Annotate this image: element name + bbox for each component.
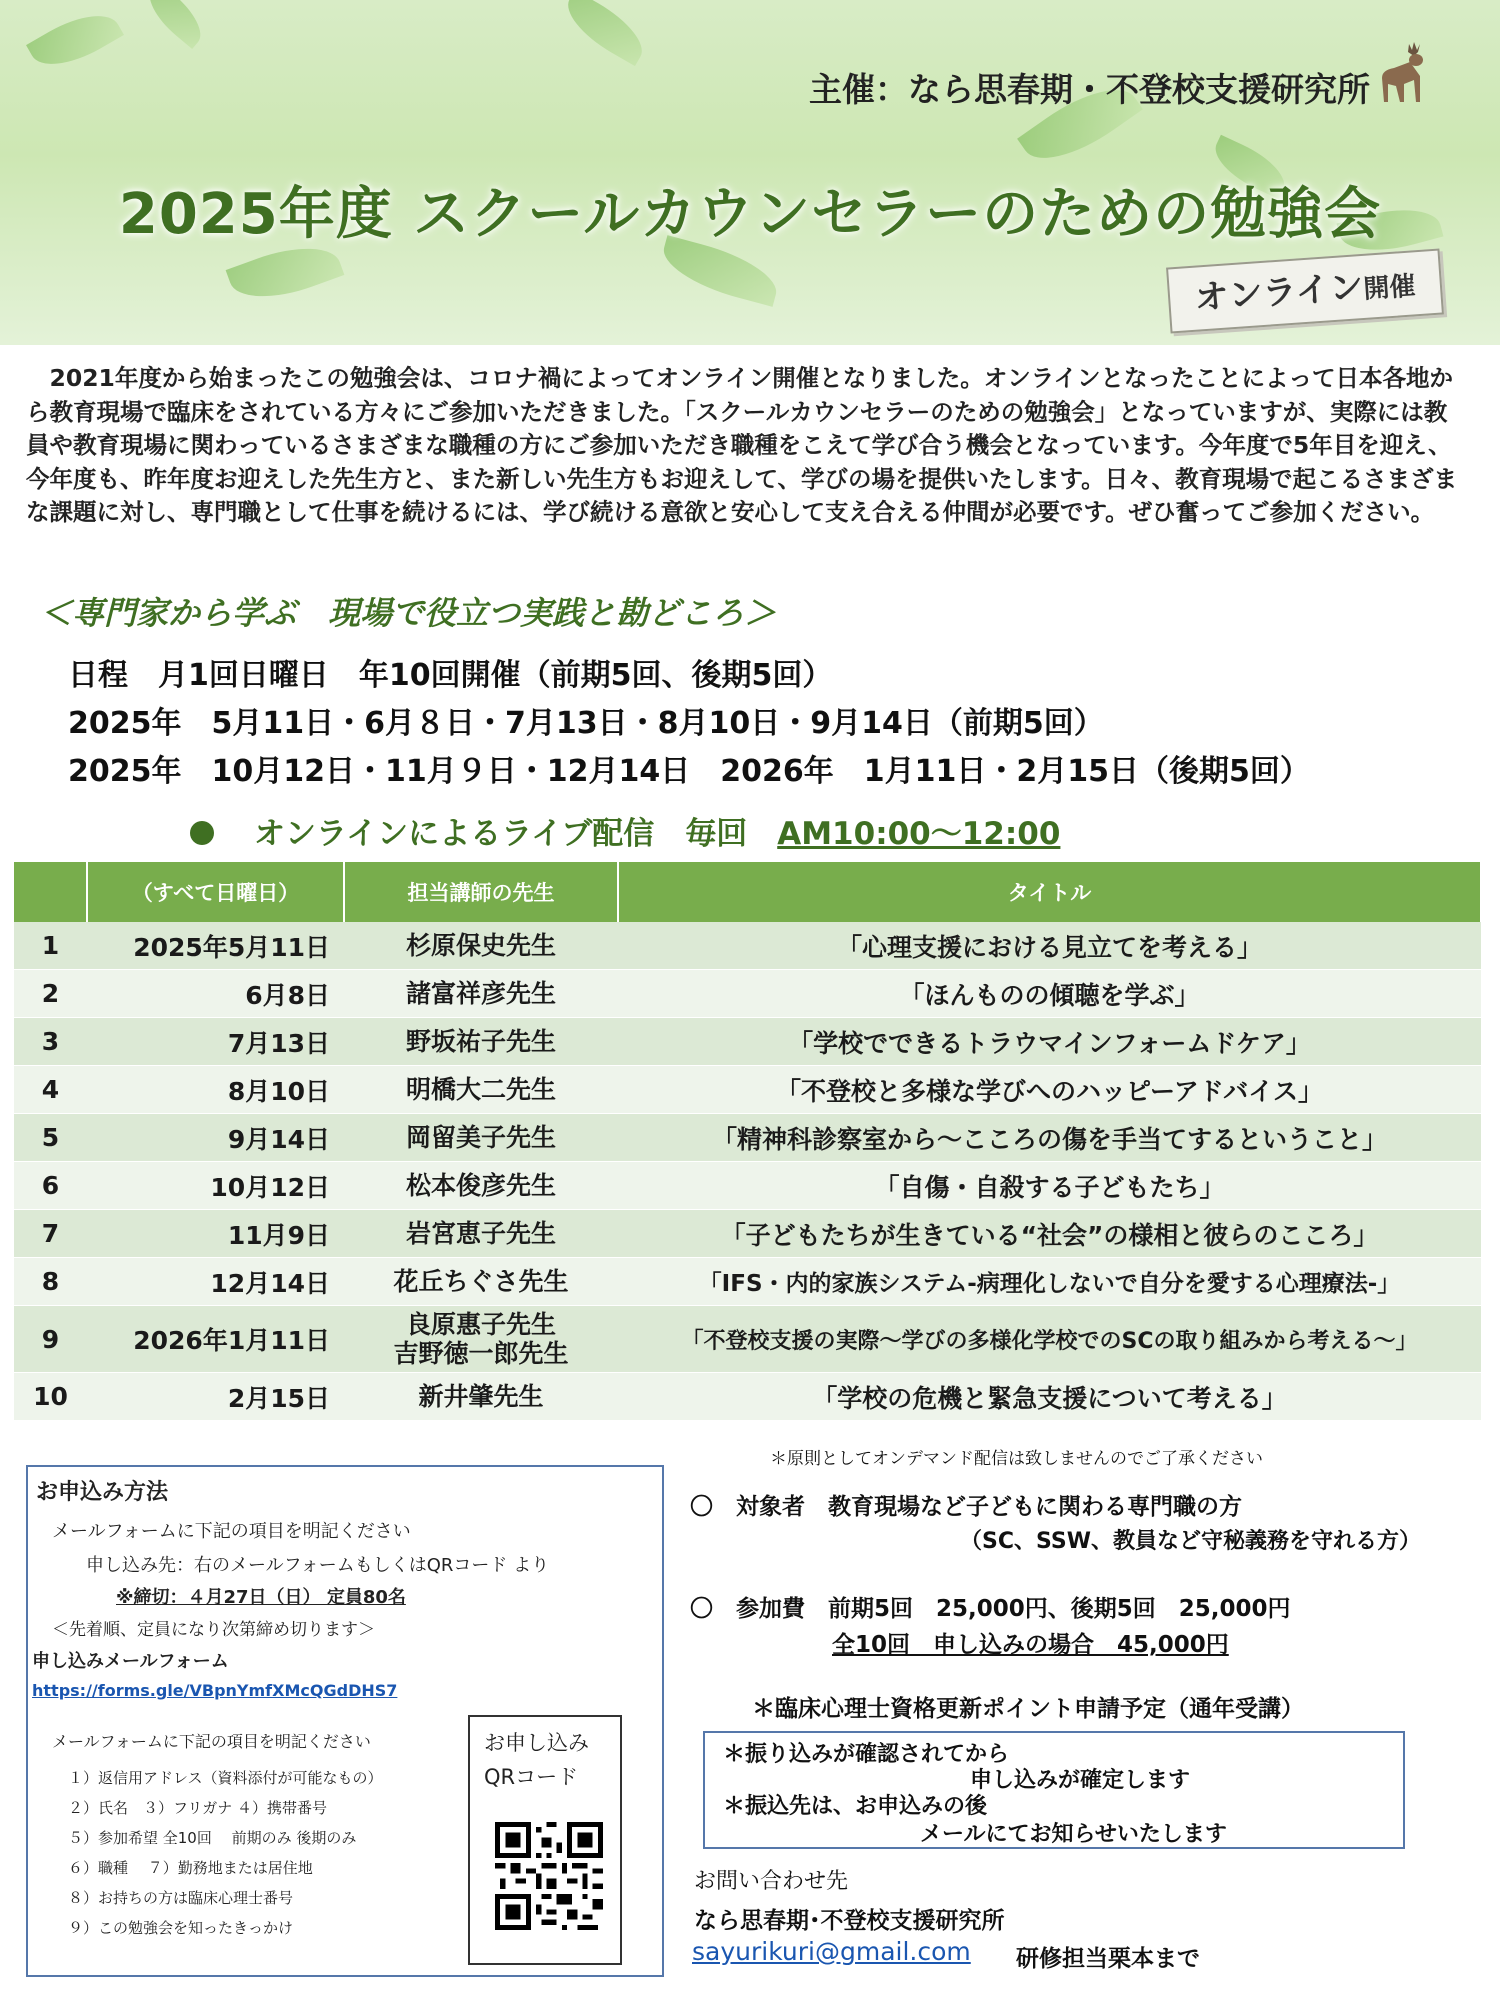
row-teacher (344, 1306, 618, 1373)
row-date: 2026年1月11日 (87, 1306, 344, 1373)
row-date: 9月14日 (87, 1114, 344, 1162)
notice-line-1: ＊振り込みが確認されてから (723, 1742, 1010, 1767)
row-number: 3 (14, 1018, 87, 1066)
row-title: 「学校の危機と緊急支援について考える」 (618, 1373, 1481, 1421)
row-teacher: 野坂祐子先生 (344, 1018, 618, 1066)
row-date: 12月14日 (87, 1258, 344, 1306)
row-teacher: 杉原保史先生 (344, 922, 618, 970)
row-number: 2 (14, 970, 87, 1018)
row-number: 4 (14, 1066, 87, 1114)
list-item: １）返信用アドレス（資料添付が可能なもの） (68, 1769, 383, 1787)
row-teacher-2: 吉野徳一郎先生 (393, 1339, 569, 1368)
row-number: 10 (14, 1373, 87, 1421)
header-banner (0, 0, 1500, 345)
row-date: 2月15日 (87, 1373, 344, 1421)
row-number: 9 (14, 1306, 87, 1373)
online-tag-main: オンライン (1193, 266, 1365, 319)
contact-person: 研修担当栗本まで (1016, 1946, 1200, 1972)
schedule-line-2: 2025年 5月11日・6月８日・7月13日・8月10日・9月14日（前期5回） (68, 706, 1104, 741)
row-teacher-1: 良原惠子先生 (405, 1310, 556, 1339)
schedule-line-3: 2025年 10月12日・11月９日・12月14日 2026年 1月11日・2月15日（後期5回） (68, 754, 1310, 789)
table-row (14, 1018, 1481, 1066)
apply-line-2: 申し込み先：右のメールフォームもしくはQRコード より (86, 1555, 550, 1576)
row-title: 「不登校支援の実際～学びの多様化学校でのSCの取り組みから考える～」 (618, 1306, 1481, 1373)
row-number: 8 (14, 1258, 87, 1306)
row-title: 「不登校と多様な学びへのハッピーアドバイス」 (618, 1066, 1481, 1114)
row-date: 6月8日 (87, 970, 344, 1018)
row-date: 10月12日 (87, 1162, 344, 1210)
leaf-decoration (26, 0, 124, 80)
ondemand-note: ＊原則としてオンデマンド配信は致しませんのでご了承ください (770, 1449, 1263, 1469)
notice-box (703, 1731, 1405, 1849)
schedule-table (14, 862, 1482, 1421)
contact-email-link[interactable]: sayurikuri@gmail.com (692, 1937, 971, 1966)
table-header-teacher: 担当講師の先生 (344, 862, 618, 922)
row-teacher: 諸富祥彦先生 (344, 970, 618, 1018)
apply-heading: お申込み方法 (36, 1480, 169, 1505)
target-label: 〇 対象者 教育現場など子どもに関わる専門職の方 (690, 1494, 1242, 1520)
row-title: 「学校でできるトラウマインフォームドケア」 (618, 1018, 1481, 1066)
row-number: 6 (14, 1162, 87, 1210)
list-item: ８）お持ちの方は臨床心理士番号 (68, 1889, 294, 1907)
table-header-title: タイトル (618, 862, 1481, 922)
row-teacher: 岩宮恵子先生 (344, 1210, 618, 1258)
organizer-label: 主催：なら思春期・不登校支援研究所 (809, 70, 1370, 109)
qr-code-icon[interactable] (495, 1822, 603, 1930)
table-row (14, 1210, 1481, 1258)
row-date: 11月9日 (87, 1210, 344, 1258)
point-note: ＊臨床心理士資格更新ポイント申請予定（通年受講） (752, 1696, 1304, 1722)
apply-first-come: ＜先着順、定員になり次第締め切ります＞ (52, 1620, 375, 1640)
table-row (14, 1066, 1481, 1114)
list-item: ５）参加希望 全10回 前期のみ 後期のみ (68, 1829, 357, 1847)
form-label: 申し込みメールフォーム (32, 1651, 229, 1672)
apply-line-1: メールフォームに下記の項目を明記ください (52, 1521, 411, 1542)
live-label: オンラインによるライブ配信 毎回 (254, 816, 748, 852)
row-title: 「子どもたちが生きている“社会”の様相と彼らのこころ」 (618, 1210, 1481, 1258)
list-item: ２）氏名 ３）フリガナ ４）携帯番号 (68, 1799, 328, 1817)
row-number: 5 (14, 1114, 87, 1162)
row-title: 「自傷・自殺する子どもたち」 (618, 1162, 1481, 1210)
target-detail: （SC、SSW、教員など守秘義務を守れる方） (960, 1529, 1421, 1554)
qr-code-box (468, 1715, 622, 1965)
row-teacher: 松本俊彦先生 (344, 1162, 618, 1210)
subtitle: ＜専門家から学ぶ 現場で役立つ実践と勘どころ＞ (40, 594, 777, 632)
qr-label-1: お申し込み (484, 1731, 589, 1755)
leaf-decoration (139, 0, 212, 49)
fee-all: 全10回 申し込みの場合 45,000円 (832, 1632, 1229, 1658)
leaf-decoration (557, 0, 653, 66)
row-teacher: 新井肇先生 (344, 1373, 618, 1421)
schedule-line-1: 日程 月1回日曜日 年10回開催（前期5回、後期5回） (68, 658, 833, 693)
row-date: 8月10日 (87, 1066, 344, 1114)
contact-label: お問い合わせ先 (694, 1869, 849, 1894)
list-item: ６）職種 ７）勤務地または居住地 (68, 1859, 313, 1877)
intro-text: 2021年度から始まったこの勉強会は、コロナ禍によってオンライン開催となりました。オンラインとなったことによって日本各地から教育現場で臨床をされている方々にご参加いただきました。「スクールカウンセラーのための勉強会」となっていますが、実際には教員や教育現場に関わっているさまざまな職種の方にご参加いただき職種をこえて学び合う機会となっています。今年度で5年目を迎え、今年度も、昨年度お迎えした先生方と、また新しい先生方もお迎えして、学びの場を提供いたします。日々、教育現場で起こるさまざまな課題に対し、専門職として仕事を続けるには、学び続ける意欲と安心して支え合える仲間が必要です。ぜひ奮ってご参加ください。 (26, 364, 1458, 526)
list-item: ９）この勉強会を知ったきっかけ (68, 1919, 294, 1937)
row-teacher: 花丘ちぐさ先生 (344, 1258, 618, 1306)
online-tag (1166, 249, 1444, 334)
page-title: 2025年度 スクールカウンセラーのための勉強会 (118, 182, 1382, 247)
online-tag-suffix: 開催 (1362, 271, 1417, 305)
live-time: AM10:00～12:00 (777, 816, 1061, 852)
contact-org: なら思春期･不登校支援研究所 (694, 1908, 1005, 1934)
notice-line-3: ＊振込先は、お申込みの後 (723, 1794, 988, 1819)
row-teacher: 岡留美子先生 (344, 1114, 618, 1162)
intro-paragraph (26, 362, 1466, 530)
qr-label-2: QRコード (484, 1765, 579, 1789)
table-row (14, 970, 1481, 1018)
row-title: 「精神科診察室から～こころの傷を手当てするということ」 (618, 1114, 1481, 1162)
row-title: 「心理支援における見立てを考える」 (618, 922, 1481, 970)
form-url-link[interactable]: https://forms.gle/VBpnYmfXMcQGdDHS7 (32, 1681, 398, 1700)
table-row (14, 1162, 1481, 1210)
items-heading: メールフォームに下記の項目を明記ください (52, 1732, 371, 1751)
deer-icon (1374, 40, 1434, 104)
application-box (26, 1465, 664, 1977)
row-title: 「ほんものの傾聴を学ぶ」 (618, 970, 1481, 1018)
row-date: 2025年5月11日 (87, 922, 344, 970)
row-teacher: 明橋大二先生 (344, 1066, 618, 1114)
table-header-date: （すべて日曜日） (87, 862, 344, 922)
table-row (14, 922, 1481, 970)
row-number: 7 (14, 1210, 87, 1258)
apply-deadline: ※締切：４月27日（日） 定員80名 (116, 1587, 406, 1608)
notice-line-2: 申し込みが確定します (970, 1768, 1191, 1793)
table-header-num (14, 862, 87, 922)
notice-line-4: メールにてお知らせいたします (920, 1822, 1227, 1847)
table-header-row (14, 862, 1481, 922)
fee-label: 〇 参加費 前期5回 25,000円、後期5回 25,000円 (690, 1596, 1291, 1622)
row-title: 「IFS・内的家族システム-病理化しないで自分を愛する心理療法-」 (618, 1258, 1481, 1306)
bullet-icon (190, 821, 214, 845)
table-row (14, 1373, 1481, 1421)
table-row (14, 1114, 1481, 1162)
row-number: 1 (14, 922, 87, 970)
row-date: 7月13日 (87, 1018, 344, 1066)
table-row (14, 1258, 1481, 1306)
live-broadcast-line (190, 808, 1060, 853)
table-row (14, 1306, 1481, 1373)
